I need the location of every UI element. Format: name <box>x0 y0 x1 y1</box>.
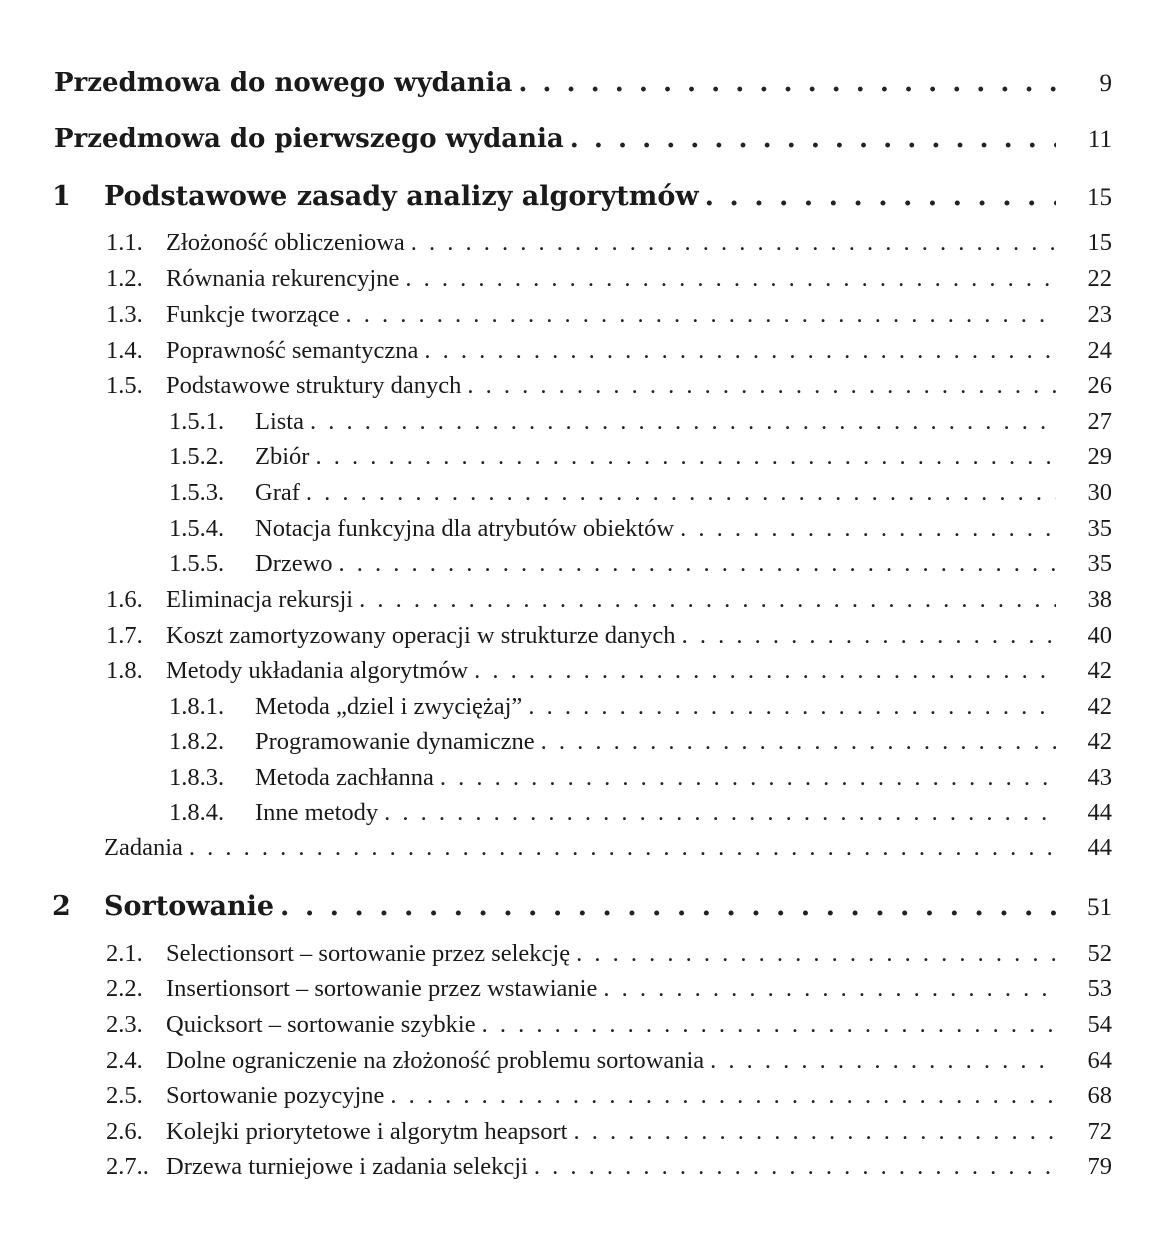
page-number: 79 <box>1087 1153 1112 1180</box>
entry-title: Podstawowe struktury danych <box>166 372 462 399</box>
entry-title: Graf <box>255 479 300 506</box>
dot-leader <box>339 550 1056 578</box>
dot-leader <box>603 975 1056 1003</box>
page-number: 53 <box>1087 975 1112 1002</box>
entry-title: Dolne ograniczenie na złożoność problemu sortowania <box>166 1047 705 1074</box>
entry-title: Lista <box>255 408 304 435</box>
entry-title: Metoda „dziel i zwyciężaj” <box>255 693 523 720</box>
toc-entry-preface-first[interactable] <box>0 124 1156 154</box>
entry-number: 2.7.. <box>106 1153 149 1180</box>
entry-number: 1.6. <box>106 586 143 613</box>
toc-subsection-1-5-3[interactable] <box>0 479 1156 507</box>
toc-section-2-3[interactable] <box>0 1011 1156 1039</box>
dot-leader <box>280 891 1056 922</box>
entry-number: 1.3. <box>106 301 143 328</box>
page-number: 42 <box>1087 657 1112 684</box>
entry-number: 2 <box>52 891 71 922</box>
dot-leader <box>440 764 1056 792</box>
entry-number: 1.2. <box>106 265 143 292</box>
dot-leader <box>390 1082 1056 1110</box>
entry-number: 1.8. <box>106 657 143 684</box>
entry-title: Metoda zachłanna <box>255 764 434 791</box>
entry-title: Złożoność obliczeniowa <box>166 229 405 256</box>
dot-leader <box>306 479 1056 507</box>
toc-section-2-6[interactable] <box>0 1118 1156 1146</box>
entry-title: Eliminacja rekursji <box>166 586 354 613</box>
entry-number: 1.8.1. <box>169 693 225 720</box>
entry-number: 1.5.4. <box>169 515 225 542</box>
entry-title: Notacja funkcyjna dla atrybutów obiektów <box>255 515 675 542</box>
page-number: 42 <box>1087 728 1112 755</box>
entry-number: 1.5. <box>106 372 143 399</box>
toc-section-1-8[interactable] <box>0 657 1156 685</box>
page-number: 44 <box>1087 834 1112 861</box>
toc-subsection-1-5-5[interactable] <box>0 550 1156 578</box>
page-number: 22 <box>1087 265 1112 292</box>
toc-entry-preface-new[interactable] <box>0 68 1156 98</box>
toc-subsection-1-8-1[interactable] <box>0 693 1156 721</box>
toc-section-2-1[interactable] <box>0 940 1156 968</box>
entry-number: 1.5.3. <box>169 479 225 506</box>
dot-leader <box>474 657 1056 685</box>
entry-title: Poprawność semantyczna <box>166 337 419 364</box>
dot-leader <box>534 1153 1056 1181</box>
dot-leader <box>315 443 1056 471</box>
page-number: 54 <box>1087 1011 1112 1038</box>
entry-title: Selectionsort – sortowanie przez selekcję <box>166 940 571 967</box>
dot-leader <box>482 1011 1056 1039</box>
toc-section-1-1[interactable] <box>0 229 1156 257</box>
page-number: 15 <box>1087 184 1112 211</box>
entry-number: 2.1. <box>106 940 143 967</box>
dot-leader <box>467 372 1056 400</box>
toc-section-2-5[interactable] <box>0 1082 1156 1110</box>
page-number: 51 <box>1087 894 1112 921</box>
entry-number: 1.8.4. <box>169 799 225 826</box>
toc-section-1-7[interactable] <box>0 622 1156 650</box>
entry-title: Insertionsort – sortowanie przez wstawianie <box>166 975 598 1002</box>
entry-title: Drzewa turniejowe i zadania selekcji <box>166 1153 528 1180</box>
entry-number: 1.8.3. <box>169 764 225 791</box>
toc-section-2-7[interactable] <box>0 1153 1156 1181</box>
entry-title: Koszt zamortyzowany operacji w strukturze danych <box>166 622 676 649</box>
dot-leader <box>576 940 1056 968</box>
dot-leader <box>541 728 1056 756</box>
entry-title: Programowanie dynamiczne <box>255 728 535 755</box>
entry-title: Drzewo <box>255 550 333 577</box>
toc-section-1-5[interactable] <box>0 372 1156 400</box>
entry-title: Inne metody <box>255 799 379 826</box>
page-number: 11 <box>1087 126 1112 153</box>
entry-number: 1.8.2. <box>169 728 225 755</box>
entry-title: Sortowanie <box>104 891 275 922</box>
dot-leader <box>411 229 1056 257</box>
page-number: 9 <box>1099 70 1112 97</box>
page-number: 27 <box>1087 408 1112 435</box>
entry-number: 2.3. <box>106 1011 143 1038</box>
toc-section-1-4[interactable] <box>0 337 1156 365</box>
entry-title: Równania rekurencyjne <box>166 265 400 292</box>
dot-leader <box>189 834 1056 862</box>
page-number: 15 <box>1087 229 1112 256</box>
page-number: 30 <box>1087 479 1112 506</box>
page-number: 40 <box>1087 622 1112 649</box>
toc-entry-exercises[interactable] <box>0 834 1156 862</box>
dot-leader <box>518 68 1056 98</box>
toc-section-2-4[interactable] <box>0 1047 1156 1075</box>
dot-leader <box>424 337 1056 365</box>
entry-number: 1 <box>52 181 71 212</box>
dot-leader <box>359 586 1056 614</box>
entry-number: 1.4. <box>106 337 143 364</box>
entry-title: Funkcje tworzące <box>166 301 340 328</box>
toc-chapter-2[interactable] <box>0 891 1156 922</box>
toc-section-1-3[interactable] <box>0 301 1156 329</box>
entry-number: 1.5.1. <box>169 408 225 435</box>
page-number: 72 <box>1087 1118 1112 1145</box>
entry-title: Podstawowe zasady analizy algorytmów <box>104 181 699 212</box>
entry-number: 1.1. <box>106 229 143 256</box>
entry-number: 1.7. <box>106 622 143 649</box>
page-number: 64 <box>1087 1047 1112 1074</box>
entry-title: Przedmowa do pierwszego wydania <box>54 124 564 154</box>
dot-leader <box>528 693 1056 721</box>
dot-leader <box>384 799 1056 827</box>
entry-title: Zadania <box>104 834 183 861</box>
entry-number: 2.2. <box>106 975 143 1002</box>
entry-title: Quicksort – sortowanie szybkie <box>166 1011 476 1038</box>
page-number: 43 <box>1087 764 1112 791</box>
dot-leader <box>345 301 1056 329</box>
entry-number: 2.5. <box>106 1082 143 1109</box>
entry-title: Zbiór <box>255 443 310 470</box>
toc-subsection-1-5-2[interactable] <box>0 443 1156 471</box>
page-number: 23 <box>1087 301 1112 328</box>
toc-chapter-1[interactable] <box>0 181 1156 212</box>
page-number: 38 <box>1087 586 1112 613</box>
dot-leader <box>573 1118 1056 1146</box>
dot-leader <box>705 181 1056 212</box>
page-number: 44 <box>1087 799 1112 826</box>
entry-number: 1.5.5. <box>169 550 225 577</box>
dot-leader <box>405 265 1056 293</box>
toc-subsection-1-5-1[interactable] <box>0 408 1156 436</box>
page-number: 42 <box>1087 693 1112 720</box>
toc-subsection-1-8-4[interactable] <box>0 799 1156 827</box>
entry-number: 2.6. <box>106 1118 143 1145</box>
page-number: 68 <box>1087 1082 1112 1109</box>
entry-number: 2.4. <box>106 1047 143 1074</box>
dot-leader <box>570 124 1056 154</box>
toc-section-1-6[interactable] <box>0 586 1156 614</box>
page-number: 35 <box>1087 515 1112 542</box>
dot-leader <box>680 515 1056 543</box>
dot-leader <box>710 1047 1056 1075</box>
page-number: 52 <box>1087 940 1112 967</box>
entry-title: Przedmowa do nowego wydania <box>54 68 513 98</box>
dot-leader <box>310 408 1056 436</box>
page-number: 26 <box>1087 372 1112 399</box>
page-number: 35 <box>1087 550 1112 577</box>
entry-number: 1.5.2. <box>169 443 225 470</box>
entry-title: Metody układania algorytmów <box>166 657 469 684</box>
toc-subsection-1-5-4[interactable] <box>0 515 1156 543</box>
toc-subsection-1-8-2[interactable] <box>0 728 1156 756</box>
toc-section-2-2[interactable] <box>0 975 1156 1003</box>
page-number: 24 <box>1087 337 1112 364</box>
toc-subsection-1-8-3[interactable] <box>0 764 1156 792</box>
toc-section-1-2[interactable] <box>0 265 1156 293</box>
entry-title: Sortowanie pozycyjne <box>166 1082 385 1109</box>
entry-title: Kolejki priorytetowe i algorytm heapsort <box>166 1118 568 1145</box>
page-number: 29 <box>1087 443 1112 470</box>
dot-leader <box>682 622 1056 650</box>
